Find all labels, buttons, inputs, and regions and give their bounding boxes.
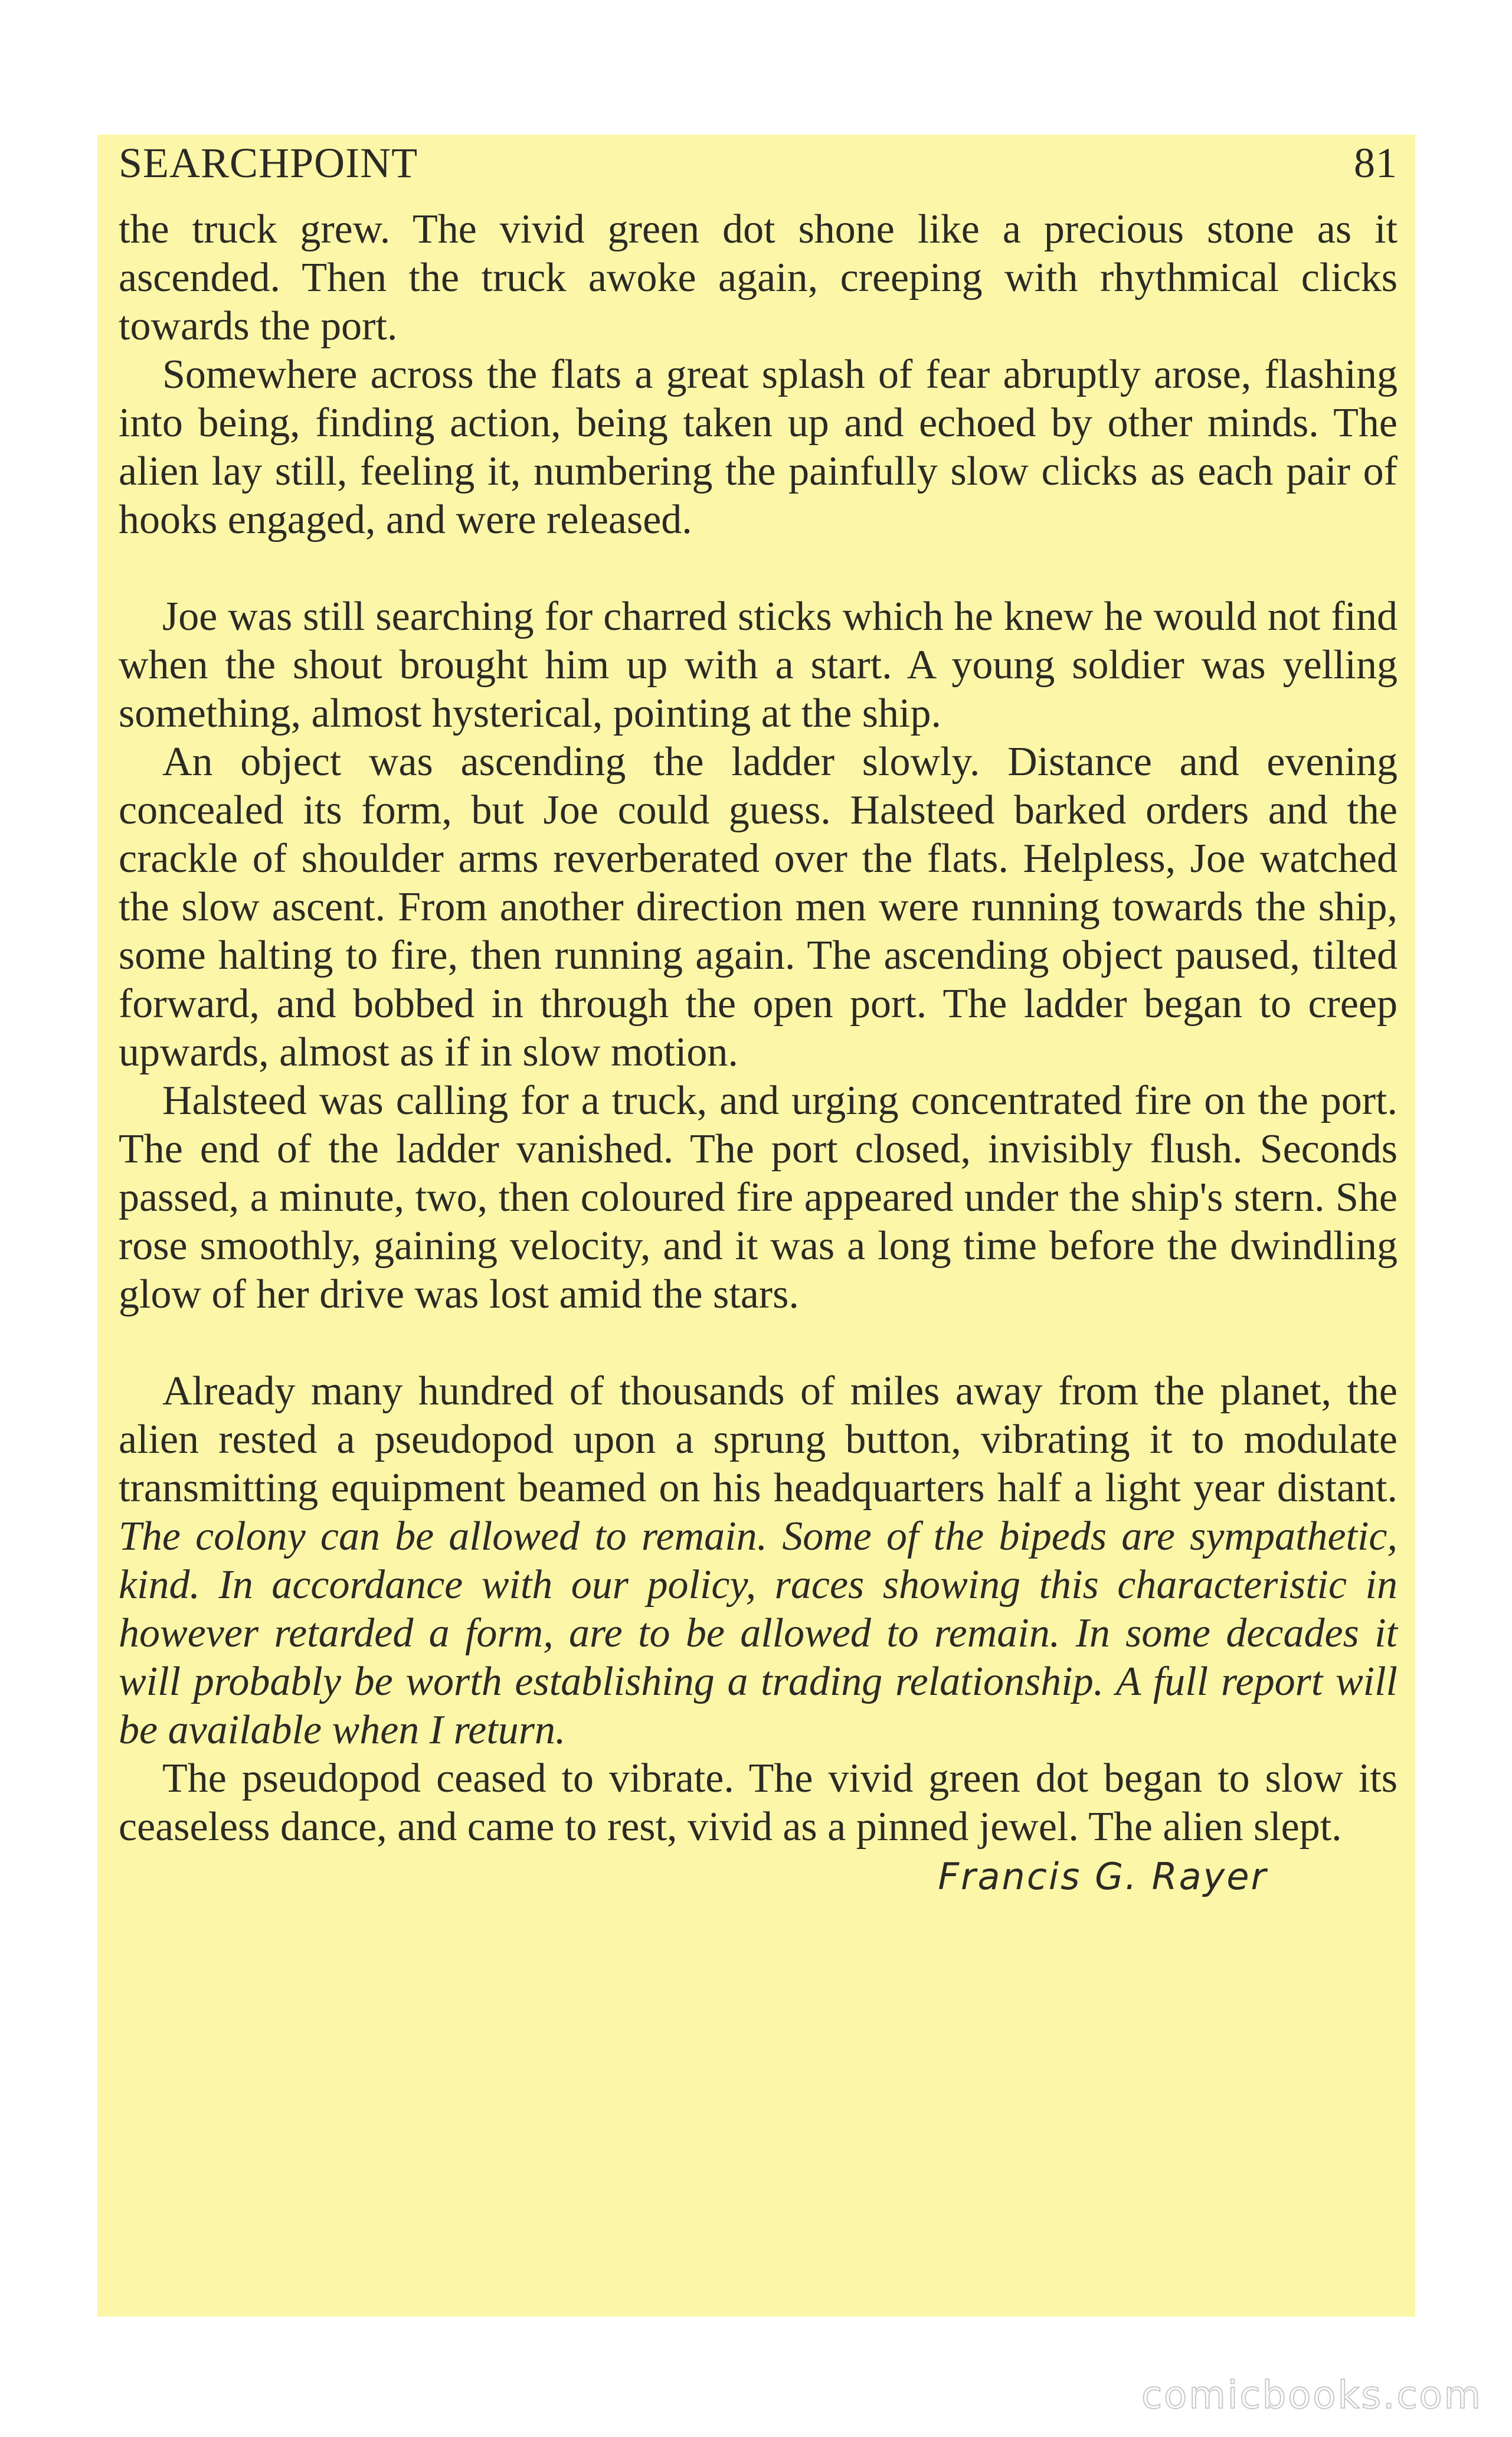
alien-message: The colony can be allowed to remain. Some of the bipeds are sympathetic, kind. In accordance with our policy, races showing this characteristic in however retarded a form, are to be allowed to remain. In some decades it will probably be worth establishing a trading relationship. A full report will be available when I return. <box>119 1514 1398 1753</box>
paragraph-7: The pseudopod ceased to vibrate. The vivid green dot began to slow its ceaseless dance, and came to rest, vivid as a pinned jewel. The alien slept. <box>119 1756 1398 1850</box>
paragraph-3: Joe was still searching for charred sticks which he knew he would not find when the shout brought him up with a start. A young soldier was yelling something, almost hysterical, pointing at the ship. <box>119 594 1398 736</box>
paragraph-5: Halsteed was calling for a truck, and urging concentrated fire on the port. The end of the ladder vanished. The port closed, invisibly flush. Seconds passed, a minute, two, then coloured fire appeared under the ship's stern. She rose smoothly, gaining velocity, and it was a long time before the dwindling glow of her drive was lost amid the stars. <box>119 1078 1398 1317</box>
page-number: 81 <box>1354 139 1398 187</box>
paragraph-2: Somewhere across the flats a great splash of fear abruptly arose, flashing into being, finding action, being taken up and echoed by other minds. The alien lay still, feeling it, numbering the painfully slow clicks as each pair of hooks engaged, and were released. <box>119 352 1398 543</box>
running-title: SEARCHPOINT <box>119 139 418 187</box>
author-signature: Francis G. Rayer <box>938 1855 1268 1898</box>
paragraph-6 <box>119 1367 1398 1755</box>
site-watermark: comicbooks.com <box>1141 2374 1482 2418</box>
story-page <box>97 135 1415 2317</box>
paragraph-4: An object was ascending the ladder slowly. Distance and evening concealed its form, but Joe could guess. Halsteed barked orders and the crackle of shoulder arms reverberated over the flats. Helpless, Joe watched the slow ascent. From another direction men were running towards the ship, some halting to fire, then running again. The ascending object paused, tilted forward, and bobbed in through the open port. The ladder began to creep upwards, almost as if in slow motion. <box>119 739 1398 1075</box>
paragraph-1: the truck grew. The vivid green dot shone like a precious stone as it ascended. Then the truck awoke again, creeping with rhythmical clicks towards the port. <box>119 207 1398 349</box>
page-header <box>119 139 1398 187</box>
paragraph-6-text: Already many hundred of thousands of miles away from the planet, the alien rested a pseudopod upon a sprung button, vibrating it to modulate transmitting equipment beamed on his headquarters half a light year distant. <box>119 1368 1398 1511</box>
story-body <box>119 205 1398 1851</box>
